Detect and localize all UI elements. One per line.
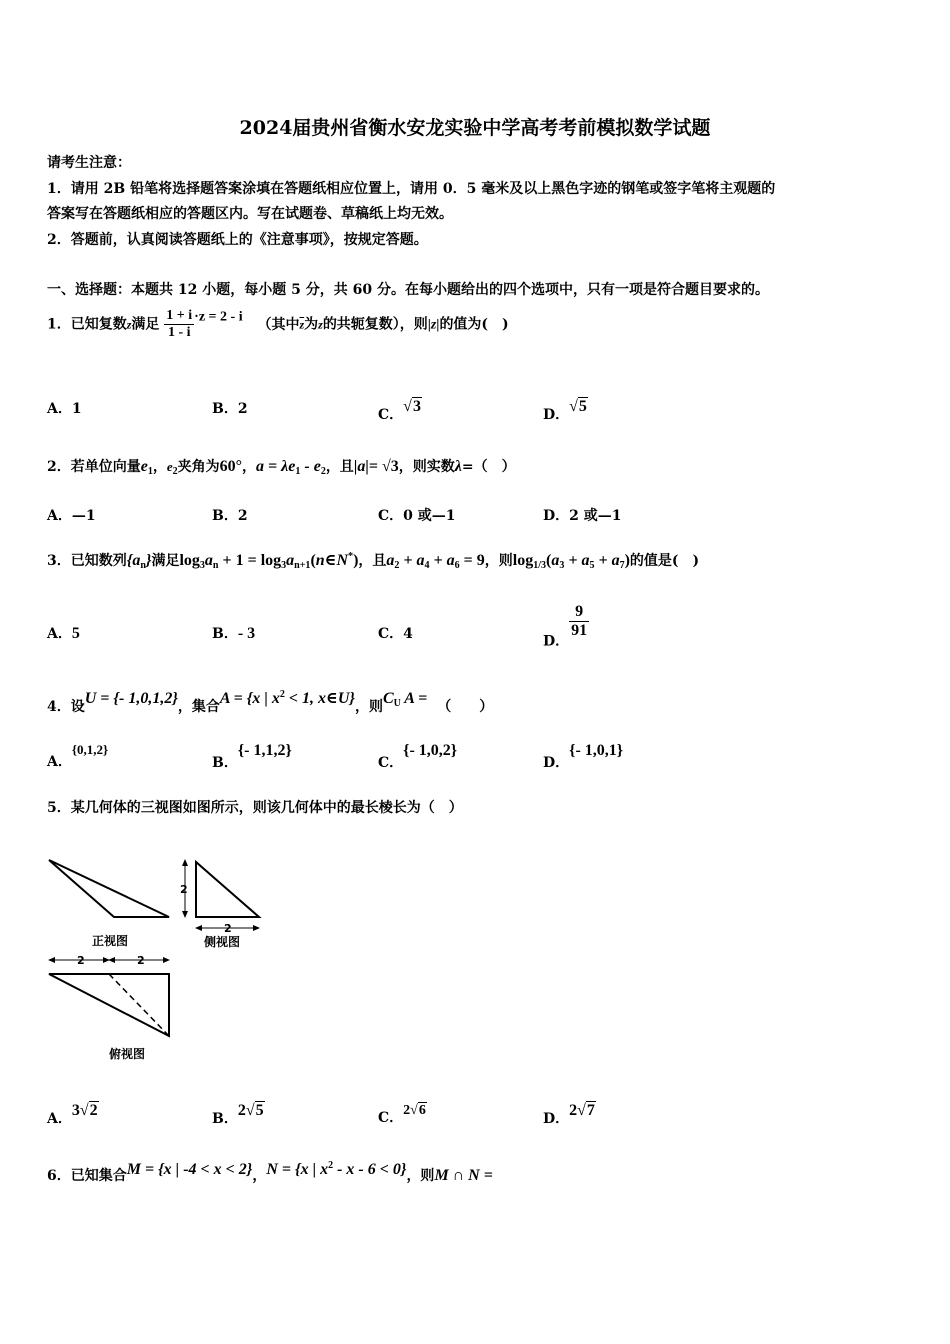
question-1: 1．已知复数z满足 $\frac{1 + i}{1 - i}$ ·z = 2 - i （其中$\overline{z}$为z的共轭复数），则|z|的值为( ) — [47, 308, 509, 340]
q3-option-a[interactable]: A．5 — [47, 625, 80, 642]
side-width-label: 2 — [224, 922, 232, 935]
q1-option-c[interactable]: C．√3 — [378, 398, 421, 423]
q5-option-d[interactable]: D．2√7 — [543, 1102, 595, 1127]
q1-option-b[interactable]: B．2 — [212, 401, 248, 417]
notice-line2: 2．答题前，认真阅读答题纸上的《注意事项》，按规定答题。 — [47, 232, 428, 248]
arrow-right-icon — [163, 957, 170, 963]
three-view-figure — [44, 850, 274, 1065]
q5-option-c[interactable]: C．2√6 — [378, 1103, 426, 1126]
section-heading: 一、选择题：本题共 12 小题，每小题 5 分，共 60 分。在每小题给出的四个选项中，只有一项是符合题目要求的。 — [47, 282, 769, 298]
top-dim-label-left: 2 — [77, 954, 85, 967]
q5-option-a[interactable]: A．3√2 — [47, 1102, 98, 1127]
arrow-left-icon — [108, 957, 115, 963]
arrow-down-icon — [182, 911, 188, 918]
front-view-shape — [49, 860, 169, 917]
side-height-label: 2 — [180, 883, 188, 896]
question-6: 6．已知集合M = {x | -4 < x < 2}，N = {x | $x^2 - x - 6 < 0$}，则M ∩ N = — [47, 1160, 493, 1184]
side-view-shape — [196, 862, 259, 917]
arrow-right-icon — [253, 925, 260, 931]
question-3: 3．已知数列$\{a_n\}$满足$\log_3a_n + 1$ = $\log_3a_{n+1}(n\in N^*)$，且$a_2 + a_4 + a_6 = 9$，则$\log_{1/3}(a_3 + a_5 + a_7)$的值是( ) — [47, 551, 700, 571]
q2-option-d[interactable]: D．2 或—1 — [543, 508, 622, 524]
notice-line1b: 答案写在答题纸相应的答题区内。写在试题卷、草稿纸上均无效。 — [47, 206, 453, 222]
page-title: 2024届贵州省衡水安龙实验中学高考考前模拟数学试题 — [239, 117, 711, 139]
q4-option-d[interactable]: D．{- 1,0,1} — [543, 742, 624, 771]
q4-option-b[interactable]: B．{- 1,1,2} — [212, 742, 292, 771]
top-view-hidden-edge — [109, 974, 169, 1036]
q3-option-c[interactable]: C．4 — [378, 626, 413, 642]
q1-option-d[interactable]: D．√5 — [543, 398, 587, 423]
q1-option-a[interactable]: A．1 — [47, 401, 82, 417]
question-5: 5．某几何体的三视图如图所示，则该几何体中的最长棱长为（ ） — [47, 800, 463, 816]
notice-heading: 请考生注意： — [47, 155, 131, 171]
notice-line1a: 1．请用 2B 铅笔将选择题答案涂填在答题纸相应位置上，请用 0．5 毫米及以上黑色字迹的钢笔或签字笔将主观题的 — [47, 181, 776, 197]
q1-fraction: $\frac{1 + i}{1 - i}$ — [166, 308, 193, 340]
arrow-up-icon — [182, 859, 188, 866]
question-2: 2．若单位向量$e_1$，$e_2$夹角为60°，$a = \lambda e_1 - e_2$，且|a|= √3，则实数λ=（ ） — [47, 458, 516, 477]
q3-option-d[interactable]: D． $\frac{9}{91}$ — [543, 603, 588, 650]
top-view-shape — [49, 974, 169, 1036]
q4-option-a[interactable]: A．{0,1,2} — [47, 742, 109, 770]
top-view-label: 俯视图 — [109, 1047, 146, 1061]
top-dim-label-right: 2 — [137, 954, 145, 967]
q4-option-c[interactable]: C．{- 1,0,2} — [378, 742, 458, 771]
q2-option-a[interactable]: A．—1 — [47, 508, 96, 524]
q2-option-b[interactable]: B．2 — [212, 508, 248, 524]
q5-option-b[interactable]: B．2√5 — [212, 1102, 264, 1127]
side-view-label: 侧视图 — [204, 935, 241, 949]
arrow-left-icon — [195, 925, 202, 931]
q2-option-c[interactable]: C．0 或—1 — [378, 508, 456, 524]
arrow-left-icon — [48, 957, 55, 963]
front-view-label: 正视图 — [92, 934, 129, 948]
question-4: 4．设U = {- 1,0,1,2}，集合A = {x | $x^2 < 1$, x∈U}，则$C_U$ A = （ ） — [47, 689, 494, 715]
q3-option-b[interactable]: B．- 3 — [212, 625, 256, 642]
